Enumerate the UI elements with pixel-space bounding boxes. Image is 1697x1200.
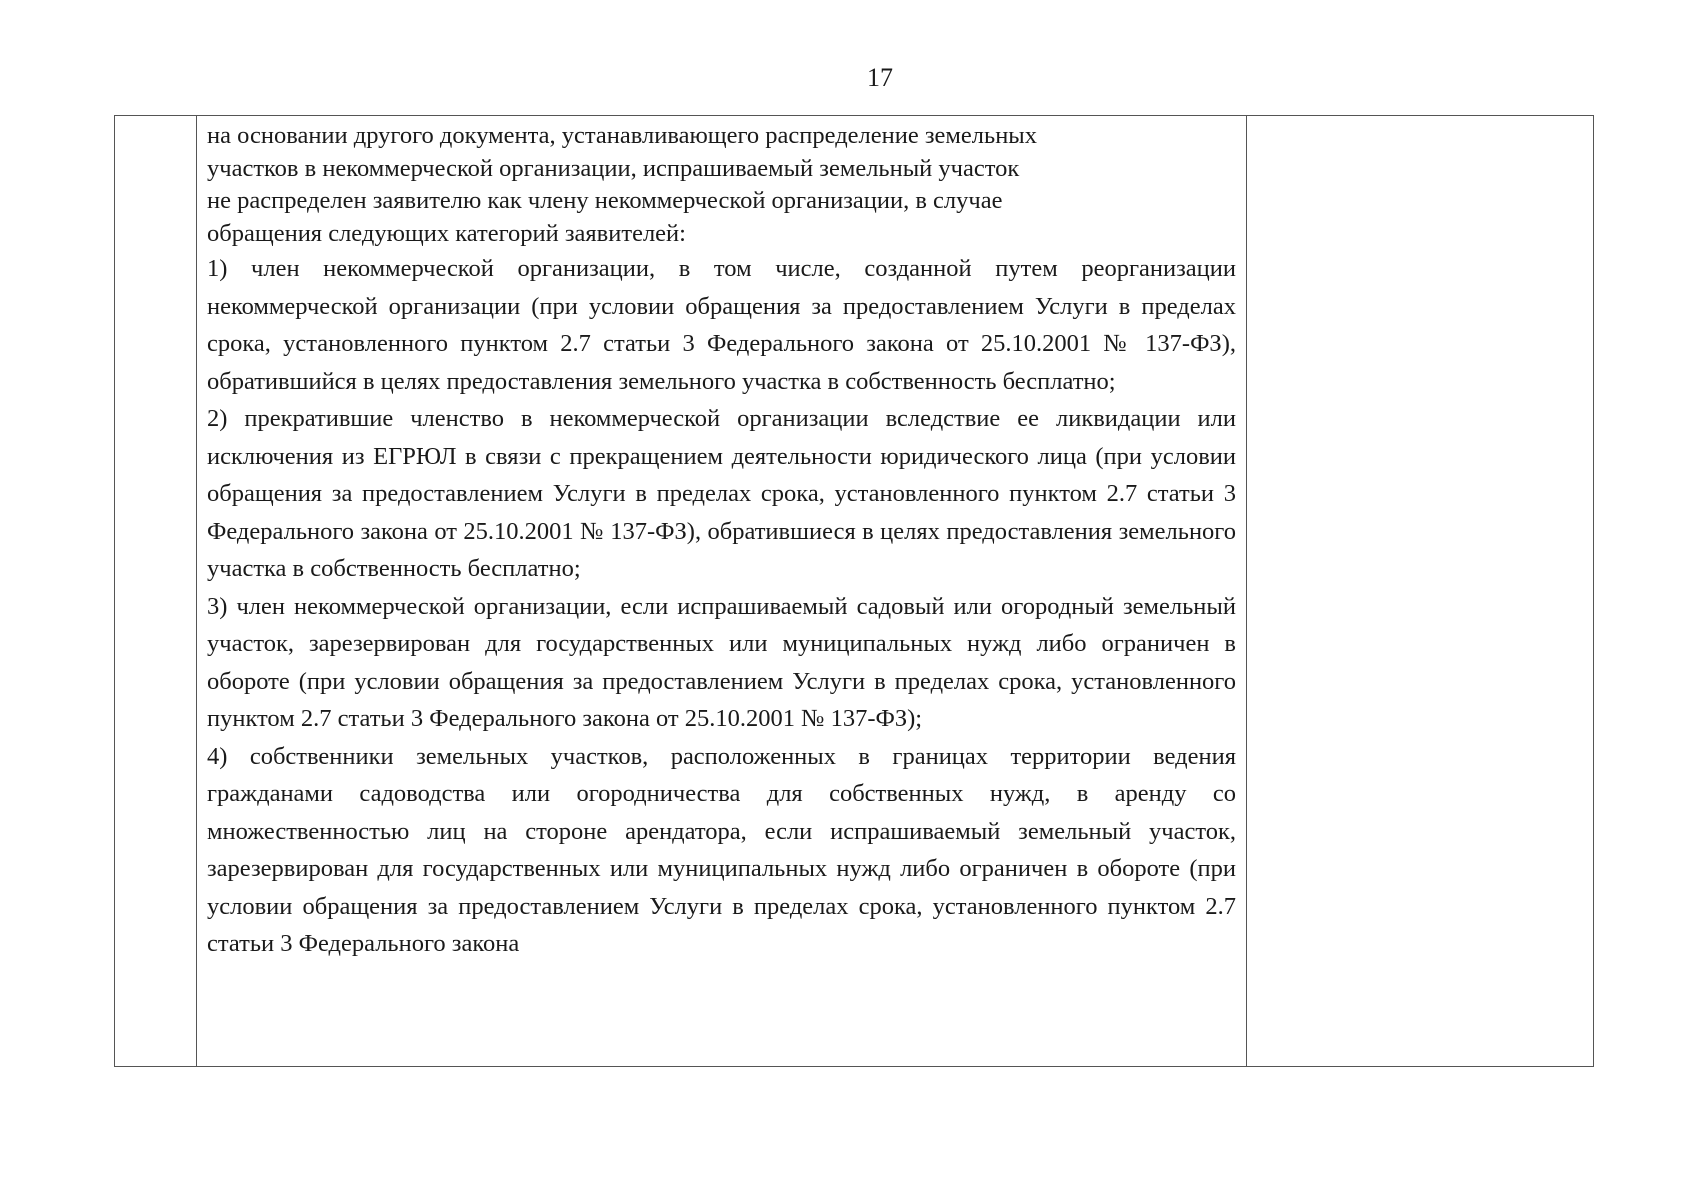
list-item: 3) член некоммерческой организации, если испрашиваемый садовый или огородный земельный участок, зарезервирован для государственных или муниципальных нужд либо ограничен в обороте (при условии обращения за предоставлением Услуги в пределах срока, установленного пунктом 2.7 статьи 3 Федерального закона от 25.10.2001 № 137-ФЗ); (207, 592, 1236, 732)
content-cell (197, 116, 1247, 1067)
intro-line: обращения следующих категорий заявителей: (207, 219, 686, 247)
number-cell (115, 116, 197, 1067)
list-item: 2) прекратившие членство в некоммерческой организации вследствие ее ликвидации или исключения из ЕГРЮЛ в связи с прекращением деятельности юридического лица (при условии обращения за предоставлением Услуги в пределах срока, установленного пунктом 2.7 статьи 3 Федерального закона от 25.10.2001 № 137-ФЗ), обратившиеся в целях предоставления земельного участка в собственность бесплатно; (207, 405, 1236, 582)
document-table (114, 115, 1594, 1067)
intro-line: участков в некоммерческой организации, испрашиваемый земельный участок (207, 154, 1020, 182)
intro-paragraph (207, 120, 1236, 250)
table-row (115, 116, 1594, 1067)
content-cell-body (197, 116, 1246, 1066)
list-item: 1) член некоммерческой организации, в том числе, созданной путем реорганизации некоммерческой организации (при условии обращения за предоставлением Услуги в пределах срока, установленного пунктом 2.7 статьи 3 Федерального закона от 25.10.2001 № 137-ФЗ), обратившийся в целях предоставления земельного участка в собственность бесплатно; (207, 255, 1236, 395)
page-number: 17 (867, 63, 893, 92)
list-item: 4) собственники земельных участков, расположенных в границах территории ведения гражданами садоводства или огородничества для собственных нужд, в аренду со множественностью лиц на стороне арендатора, если испрашиваемый земельный участок, зарезервирован для государственных или муниципальных нужд либо ограничен в обороте (при условии обращения за предоставлением Услуги в пределах срока, установленного пунктом 2.7 статьи 3 Федерального закона (207, 742, 1236, 957)
intro-line: на основании другого документа, устанавливающего распределение земельных (207, 122, 1038, 149)
note-cell (1247, 116, 1594, 1067)
intro-line: не распределен заявителю как члену некоммерческой организации, в случае (207, 187, 1003, 214)
